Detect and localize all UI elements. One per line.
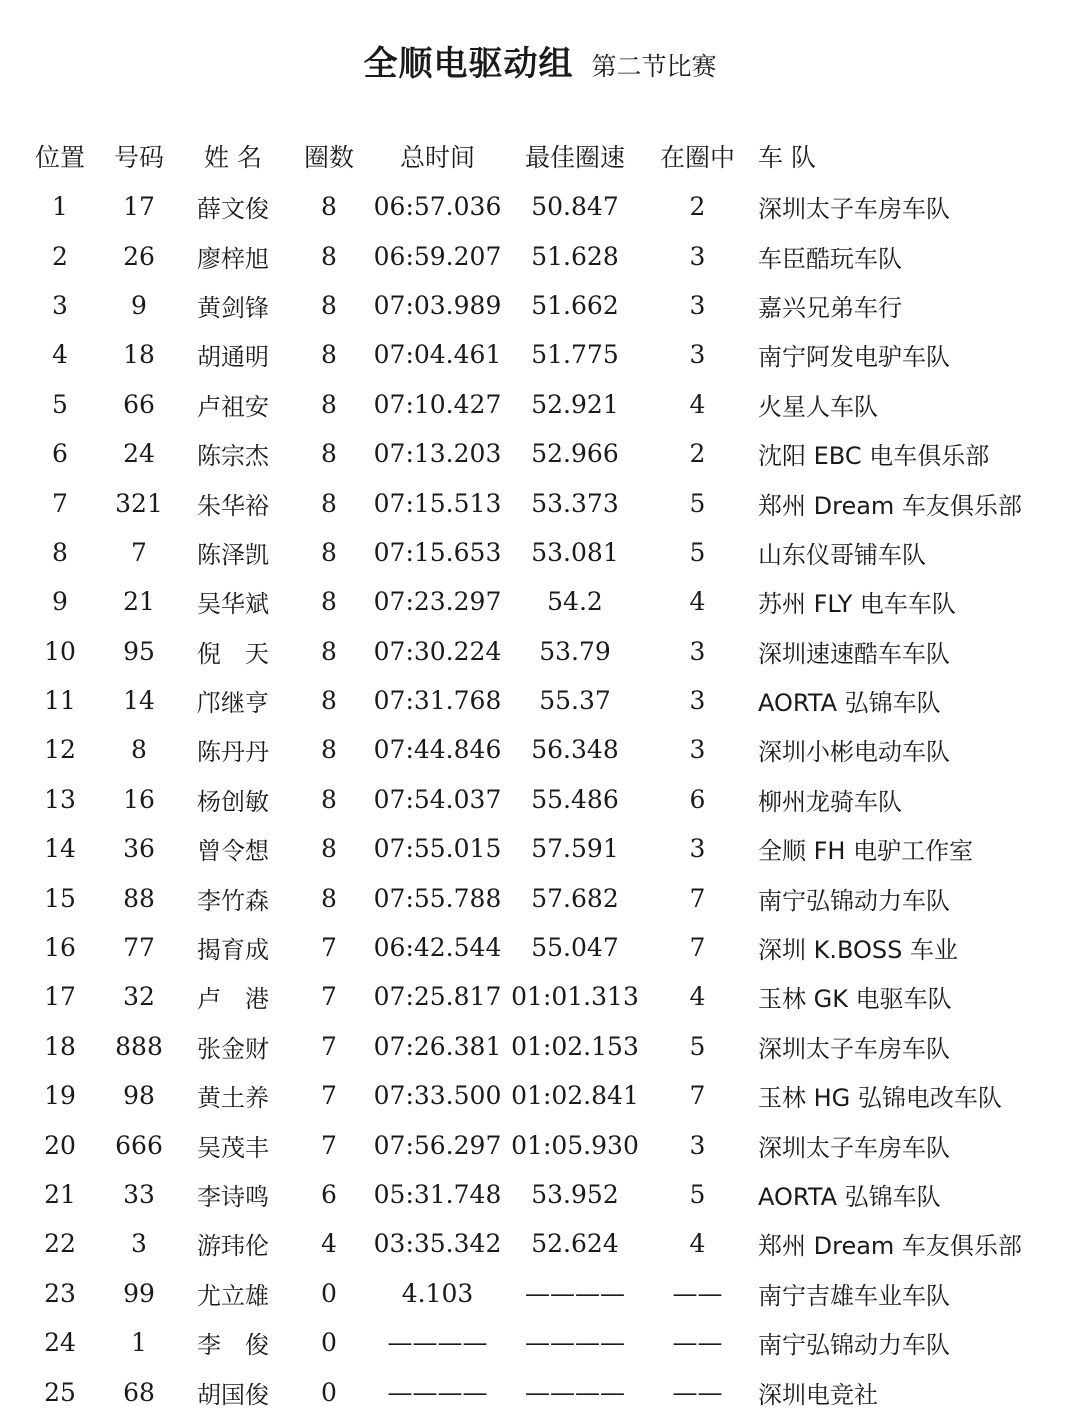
cell-position: 9 [52,587,68,617]
header-team: 车 队 [758,143,816,172]
cell-laps: 8 [321,290,337,320]
cell-team: 山东仪哥铺车队 [758,540,926,569]
cell-best-lap: ———— [525,1278,625,1308]
cell-in-lap: 7 [689,933,706,963]
cell-number: 88 [123,883,155,913]
cell-team: 车臣酷玩车队 [758,244,902,273]
cell-name: 薛文俊 [197,195,269,224]
cell-number: 666 [115,1130,163,1160]
cell-name: 吴茂丰 [197,1133,269,1162]
cell-number: 21 [123,587,155,617]
cell-name: 陈泽凯 [197,540,269,569]
cell-number: 3 [131,1229,147,1259]
cell-number: 26 [123,241,155,271]
cell-team: 嘉兴兄弟车行 [758,293,902,322]
table-row [20,1022,1070,1071]
cell-name: 廖梓旭 [197,244,269,273]
cell-best-lap: 53.081 [531,537,619,567]
cell-best-lap: 01:05.930 [511,1130,639,1160]
cell-team: 深圳太子车房车队 [758,1034,950,1063]
cell-in-lap: 4 [689,982,706,1012]
cell-laps: 7 [321,1081,337,1111]
cell-name: 陈丹丹 [197,738,269,767]
cell-name: 张金财 [197,1034,269,1063]
cell-position: 15 [44,883,76,913]
cell-total-time: 07:13.203 [373,439,502,469]
cell-in-lap: —— [672,1278,723,1308]
cell-team: 南宁弘锦动力车队 [758,886,950,915]
cell-total-time: 4.103 [401,1278,474,1308]
cell-laps: 7 [321,1130,337,1160]
header-position: 位置 [34,143,85,172]
cell-in-lap: 7 [689,883,706,913]
cell-best-lap: 51.662 [531,290,619,320]
cell-position: 4 [52,340,68,370]
cell-in-lap: 3 [689,340,706,370]
cell-position: 23 [44,1278,76,1308]
cell-position: 3 [52,290,68,320]
cell-position: 5 [52,389,68,419]
cell-number: 7 [131,537,147,567]
cell-laps: 8 [321,587,337,617]
cell-number: 8 [131,735,147,765]
cell-best-lap: 53.79 [539,636,611,666]
cell-team: 玉林 HG 弘锦电改车队 [758,1084,1002,1113]
table-row [20,775,1070,824]
cell-best-lap: 55.37 [539,686,611,716]
cell-laps: 7 [321,933,337,963]
table-row [20,281,1070,330]
cell-team: 深圳小彬电动车队 [758,738,950,767]
cell-team: 深圳速速酷车车队 [758,639,950,668]
cell-best-lap: 52.966 [531,439,619,469]
cell-team: 全顺 FH 电驴工作室 [758,837,974,866]
cell-total-time: 07:54.037 [373,784,502,814]
cell-position: 1 [52,192,68,222]
cell-name: 卢 港 [197,985,269,1014]
cell-name: 李竹森 [197,886,269,915]
cell-position: 24 [44,1328,76,1358]
cell-laps: 8 [321,636,337,666]
cell-best-lap: 55.047 [531,933,619,963]
cell-laps: 8 [321,241,337,271]
cell-total-time: 07:56.297 [373,1130,502,1160]
cell-best-lap: 01:01.313 [511,982,639,1012]
cell-best-lap: 01:02.841 [511,1081,639,1111]
cell-total-time: 06:57.036 [373,192,502,222]
cell-position: 20 [44,1130,76,1160]
cell-in-lap: 4 [689,1229,706,1259]
cell-team: 南宁吉雄车业车队 [758,1281,950,1310]
cell-team: 深圳太子车房车队 [758,195,950,224]
cell-number: 321 [115,488,163,518]
cell-total-time: ———— [387,1328,488,1358]
table-row [20,923,1070,972]
cell-in-lap: 2 [689,439,706,469]
cell-position: 19 [44,1081,76,1111]
table-row [20,1071,1070,1120]
cell-team: 南宁阿发电驴车队 [758,343,950,372]
cell-position: 8 [52,537,68,567]
header-best-lap: 最佳圈速 [524,143,625,172]
cell-laps: 8 [321,735,337,765]
cell-name: 杨创敏 [197,787,269,816]
cell-number: 1 [131,1328,147,1358]
cell-name: 邝继亨 [197,689,269,718]
cell-number: 66 [123,389,155,419]
cell-in-lap: 3 [689,735,706,765]
cell-laps: 8 [321,389,337,419]
table-row [20,478,1070,527]
cell-best-lap: 51.775 [531,340,619,370]
cell-number: 95 [123,636,155,666]
cell-name: 吴华斌 [197,590,269,619]
header-total-time: 总时间 [399,143,475,172]
table-row [20,231,1070,280]
cell-position: 2 [52,241,68,271]
cell-in-lap: 5 [689,1031,706,1061]
cell-in-lap: 5 [689,537,706,567]
header-name: 姓 名 [204,143,262,172]
title-sub: 第二节比赛 [591,52,717,81]
cell-laps: 8 [321,340,337,370]
cell-number: 9 [131,290,147,320]
cell-total-time: 06:59.207 [373,241,502,271]
cell-name: 卢祖安 [197,392,269,421]
table-row [20,627,1070,676]
table-row [20,972,1070,1021]
table-row [20,873,1070,922]
cell-in-lap: 4 [689,587,706,617]
table-row [20,824,1070,873]
cell-total-time: 07:15.513 [373,488,502,518]
cell-name: 胡通明 [197,343,269,372]
table-row [20,380,1070,429]
cell-position: 10 [44,636,76,666]
cell-laps: 8 [321,883,337,913]
cell-in-lap: —— [672,1377,723,1407]
cell-total-time: 07:04.461 [373,340,502,370]
cell-name: 胡国俊 [197,1380,269,1409]
cell-laps: 8 [321,439,337,469]
cell-position: 12 [44,735,76,765]
cell-total-time: 07:44.846 [373,735,502,765]
cell-team: 深圳太子车房车队 [758,1133,950,1162]
cell-position: 25 [44,1377,76,1407]
cell-in-lap: —— [672,1328,723,1358]
cell-best-lap: 52.921 [531,389,619,419]
cell-laps: 8 [321,488,337,518]
cell-number: 33 [123,1180,155,1209]
cell-in-lap: 6 [689,784,706,814]
cell-laps: 0 [321,1328,337,1358]
cell-best-lap: 50.847 [531,192,619,222]
cell-team: 深圳 K.BOSS 车业 [758,936,959,965]
cell-in-lap: 5 [689,1180,706,1209]
cell-position: 18 [44,1031,76,1061]
cell-total-time: 07:23.297 [373,587,502,617]
cell-in-lap: 4 [689,389,706,419]
cell-name: 黄剑锋 [197,293,269,322]
cell-best-lap: 52.624 [531,1229,619,1259]
cell-laps: 7 [321,1031,337,1061]
cell-total-time: 07:33.500 [373,1081,502,1111]
cell-team: 柳州龙骑车队 [758,787,902,816]
cell-team: 郑州 Dream 车友俱乐部 [758,491,1022,520]
cell-name: 游玮伦 [197,1232,269,1261]
cell-total-time: 07:26.381 [373,1031,502,1061]
cell-position: 11 [44,686,76,716]
cell-team: AORTA 弘锦车队 [758,689,941,718]
cell-name: 尤立雄 [197,1281,269,1310]
cell-number: 18 [123,340,155,370]
cell-laps: 7 [321,982,337,1012]
table-row [20,1367,1070,1416]
cell-best-lap: 01:02.153 [511,1031,639,1061]
cell-best-lap: ———— [525,1328,625,1358]
cell-team: AORTA 弘锦车队 [758,1183,941,1211]
cell-total-time: 03:35.342 [373,1229,502,1259]
cell-laps: 0 [321,1377,337,1407]
cell-name: 倪 天 [197,639,269,668]
cell-position: 21 [44,1180,76,1209]
table-row [20,528,1070,577]
cell-number: 888 [115,1031,163,1061]
cell-laps: 8 [321,784,337,814]
cell-total-time: 07:30.224 [373,636,502,666]
cell-in-lap: 3 [689,834,706,864]
page-title [0,36,1080,85]
cell-total-time: 07:15.653 [373,537,502,567]
cell-best-lap: 57.591 [531,834,619,864]
cell-position: 17 [44,982,76,1012]
cell-number: 16 [123,784,155,814]
cell-laps: 4 [321,1229,337,1259]
table-row [20,182,1070,231]
cell-total-time: ———— [387,1377,488,1407]
cell-team: 苏州 FLY 电车车队 [758,590,956,619]
cell-name: 李诗鸣 [197,1183,269,1211]
cell-laps: 6 [321,1180,337,1209]
table-row [20,725,1070,774]
cell-laps: 8 [321,834,337,864]
cell-name: 黄土养 [197,1084,269,1113]
cell-name: 陈宗杰 [197,442,269,471]
cell-total-time: 07:55.788 [373,883,502,913]
cell-in-lap: 2 [689,192,706,222]
cell-total-time: 07:03.989 [373,290,502,320]
cell-team: 玉林 GK 电驱车队 [758,985,952,1014]
cell-in-lap: 3 [689,241,706,271]
cell-total-time: 07:55.015 [373,834,502,864]
cell-team: 火星人车队 [758,392,878,421]
cell-name: 曾令想 [197,837,269,866]
results-table [20,130,1070,1417]
cell-in-lap: 3 [689,686,706,716]
cell-laps: 8 [321,537,337,567]
cell-total-time: 07:31.768 [373,686,502,716]
cell-position: 13 [44,784,76,814]
cell-number: 32 [123,982,155,1012]
title-main: 全顺电驱动组 [363,44,574,84]
cell-position: 22 [44,1229,76,1259]
cell-in-lap: 3 [689,636,706,666]
cell-number: 99 [123,1278,155,1308]
cell-number: 77 [123,933,155,963]
cell-number: 98 [123,1081,155,1111]
cell-position: 6 [52,439,68,469]
header-laps: 圈数 [303,143,354,172]
table-row [20,330,1070,379]
cell-position: 7 [52,488,68,518]
table-row [20,1219,1070,1268]
cell-team: 深圳电竞社 [758,1380,878,1409]
cell-in-lap: 7 [689,1081,706,1111]
results-body [20,182,1070,1417]
cell-best-lap: 53.952 [531,1180,619,1209]
cell-best-lap: 51.628 [531,241,619,271]
table-row [20,577,1070,626]
cell-laps: 0 [321,1278,337,1308]
cell-in-lap: 3 [689,1130,706,1160]
cell-number: 36 [123,834,155,864]
cell-total-time: 07:25.817 [373,982,502,1012]
cell-number: 17 [123,192,155,222]
cell-best-lap: 56.348 [531,735,619,765]
cell-name: 李 俊 [197,1331,269,1360]
header-in-lap: 在圈中 [659,143,735,172]
cell-best-lap: 53.373 [531,488,619,518]
cell-total-time: 05:31.748 [373,1180,502,1209]
cell-team: 沈阳 EBC 电车俱乐部 [758,442,990,471]
cell-number: 14 [123,686,155,716]
header-number: 号码 [113,143,164,172]
table-row [20,429,1070,478]
cell-team: 郑州 Dream 车友俱乐部 [758,1232,1022,1261]
cell-name: 揭育成 [197,936,269,965]
cell-best-lap: 54.2 [547,587,603,617]
cell-name: 朱华裕 [197,491,269,520]
cell-team: 南宁弘锦动力车队 [758,1331,950,1360]
cell-number: 24 [123,439,155,469]
table-row [20,676,1070,725]
cell-laps: 8 [321,192,337,222]
cell-position: 14 [44,834,76,864]
cell-number: 68 [123,1377,155,1407]
table-row [20,1318,1070,1367]
cell-position: 16 [44,933,76,963]
cell-in-lap: 3 [689,290,706,320]
cell-laps: 8 [321,686,337,716]
table-row [20,1120,1070,1169]
cell-total-time: 07:10.427 [373,389,502,419]
cell-best-lap: ———— [525,1377,625,1407]
table-row [20,1170,1070,1219]
cell-best-lap: 55.486 [531,784,619,814]
cell-best-lap: 57.682 [531,883,619,913]
cell-total-time: 06:42.544 [373,933,502,963]
table-row [20,1269,1070,1318]
cell-in-lap: 5 [689,488,706,518]
header-row [20,130,1070,182]
